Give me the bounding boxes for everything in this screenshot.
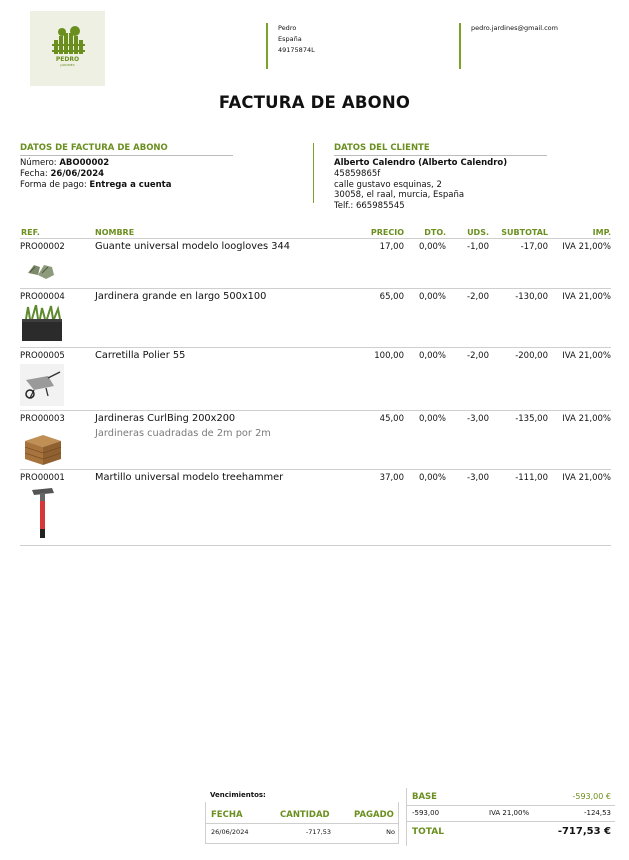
tax-base: -593,00 [412, 809, 440, 817]
row-ref: PRO00004 [20, 292, 65, 302]
row-description: Jardineras cuadradas de 2m por 2m [95, 428, 271, 439]
total-label: TOTAL [412, 827, 444, 837]
company-contact [459, 23, 558, 69]
due-dates-title: Vencimientos: [210, 791, 266, 799]
company-logo [30, 11, 105, 86]
due-dates-box [205, 788, 399, 844]
row-units: -2,00 [467, 351, 489, 361]
table-row [20, 348, 611, 411]
col-header-units: UDS. [467, 228, 489, 237]
row-name: Carretilla Polier 55 [95, 350, 186, 361]
row-price: 37,00 [379, 473, 404, 483]
payment-method-label: Forma de pago: [20, 179, 87, 190]
base-label: BASE [412, 792, 437, 802]
row-discount: 0,00% [418, 473, 446, 483]
fence-logo-icon [30, 11, 105, 86]
row-ref: PRO00001 [20, 473, 65, 483]
due-col-date: FECHA [211, 810, 243, 820]
due-date: 26/06/2024 [211, 828, 249, 836]
planter-thumbnail [20, 305, 64, 343]
due-paid: No [386, 828, 395, 836]
totals-divider [407, 821, 615, 822]
row-name: Jardineras CurlBing 200x200 [95, 413, 236, 424]
col-header-subtotal: SUBTOTAL [501, 228, 548, 237]
invoice-data-heading: DATOS DE FACTURA DE ABONO [20, 143, 233, 156]
totals-box [406, 788, 615, 846]
invoice-number-label: Número: [20, 158, 57, 168]
logo-text: PEDRO [55, 56, 80, 63]
row-price: 45,00 [379, 414, 404, 424]
row-discount: 0,00% [418, 351, 446, 361]
row-tax: IVA 21,00% [562, 473, 611, 483]
table-row [20, 411, 611, 470]
client-data-heading: DATOS DEL CLIENTE [334, 143, 547, 156]
col-header-name: NOMBRE [95, 228, 135, 237]
invoice-date: 26/06/2024 [50, 168, 105, 179]
base-value: -593,00 € [572, 792, 611, 801]
company-info [266, 23, 315, 69]
row-subtotal: -111,00 [515, 473, 548, 483]
client-tax-id: 45859865f [334, 168, 381, 179]
total-value: -717,53 € [557, 826, 611, 837]
row-discount: 0,00% [418, 414, 446, 424]
row-subtotal: -200,00 [515, 351, 548, 361]
row-units: -2,00 [467, 292, 489, 302]
col-header-tax: IMP. [592, 228, 611, 237]
row-name: Guante universal modelo loogloves 344 [95, 241, 290, 252]
company-country: España [278, 35, 302, 43]
row-price: 65,00 [379, 292, 404, 302]
row-price: 17,00 [379, 242, 404, 252]
invoice-date-label: Fecha: [20, 168, 48, 179]
table-row [20, 239, 611, 289]
company-name: Pedro [278, 24, 297, 32]
gloves-thumbnail [24, 259, 58, 281]
col-header-price: PRECIO [370, 228, 404, 237]
row-subtotal: -135,00 [515, 414, 548, 424]
tax-amount: -124,53 [583, 809, 611, 817]
hammer-thumbnail [30, 486, 56, 540]
client-address-2: 30058, el raal, murcia, España [334, 190, 465, 201]
row-ref: PRO00003 [20, 414, 65, 424]
tax-rate: IVA 21,00% [489, 809, 530, 817]
due-col-amount: CANTIDAD [280, 810, 330, 820]
col-header-ref: REF. [21, 228, 40, 237]
company-tax-id: 49175874L [278, 46, 315, 54]
client-address-1: calle gustavo esquinas, 2 [334, 179, 442, 190]
wooden-box-thumbnail [23, 433, 63, 467]
row-discount: 0,00% [418, 292, 446, 302]
due-dates-table [205, 802, 399, 844]
row-units: -1,00 [467, 242, 489, 252]
client-phone: Telf.: 665985545 [334, 201, 405, 212]
row-tax: IVA 21,00% [562, 351, 611, 361]
row-name: Martillo universal modelo treehammer [95, 472, 284, 483]
row-tax: IVA 21,00% [562, 292, 611, 302]
table-row [20, 470, 611, 546]
invoice-number: ABO00002 [59, 158, 110, 168]
totals-divider [407, 805, 615, 806]
client-data [334, 158, 507, 212]
col-header-discount: DTO. [424, 228, 446, 237]
due-col-paid: PAGADO [354, 810, 394, 820]
company-email: pedro.jardines@gmail.com [471, 24, 558, 32]
row-subtotal: -17,00 [520, 242, 548, 252]
due-divider [206, 823, 398, 824]
row-units: -3,00 [467, 473, 489, 483]
row-ref: PRO00002 [20, 242, 65, 252]
row-tax: IVA 21,00% [562, 242, 611, 252]
payment-method: Entrega a cuenta [89, 179, 172, 190]
row-name: Jardinera grande en largo 500x100 [95, 291, 267, 302]
row-units: -3,00 [467, 414, 489, 424]
row-tax: IVA 21,00% [562, 414, 611, 424]
row-discount: 0,00% [418, 242, 446, 252]
wheelbarrow-thumbnail [20, 364, 64, 406]
row-price: 100,00 [374, 351, 404, 361]
section-divider [313, 143, 314, 203]
table-row [20, 289, 611, 348]
invoice-data [20, 158, 171, 190]
row-subtotal: -130,00 [515, 292, 548, 302]
due-amount: -717,53 [305, 828, 331, 836]
client-name: Alberto Calendro (Alberto Calendro) [334, 158, 508, 168]
row-ref: PRO00005 [20, 351, 65, 361]
document-title: FACTURA DE ABONO [218, 93, 411, 112]
logo-subtext: JARDINES [60, 63, 75, 67]
